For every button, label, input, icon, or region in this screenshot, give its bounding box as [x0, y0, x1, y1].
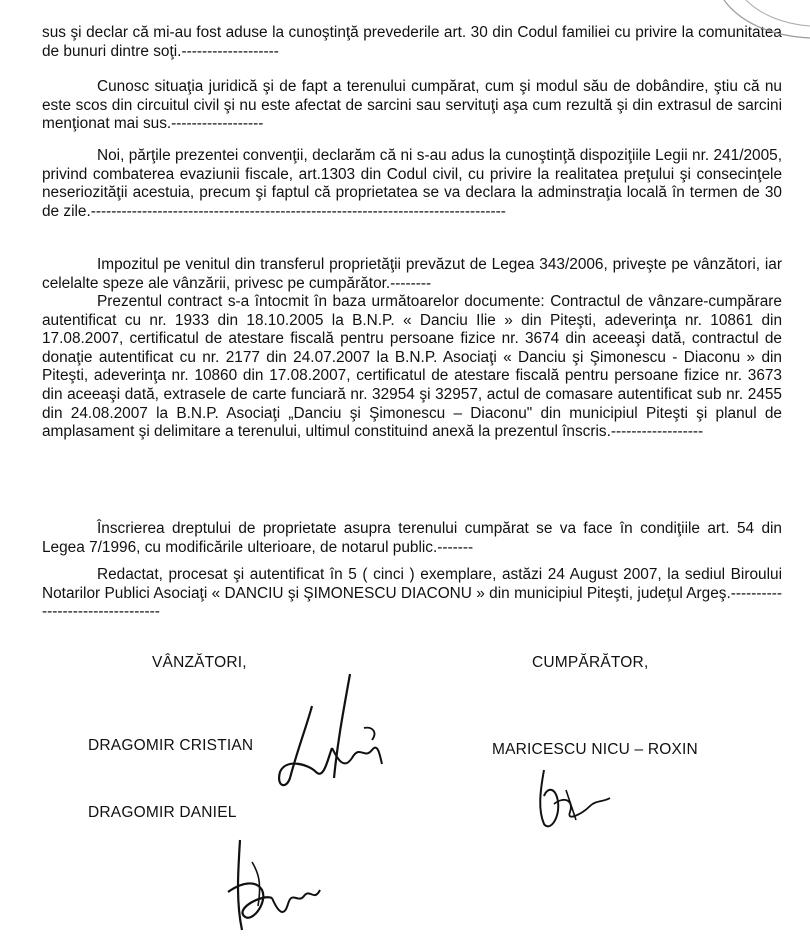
signature-seller-2: [222, 832, 332, 942]
paragraph-documents: Prezentul contract s-a întocmit în baza următoarelor documente: Contractul de vânzare-cumpărare autentificat cu nr. 1933 din 18.10.2005 la B.N.P. « Danciu Ilie » din Piteşti, adeverinţa nr. 10861 din 17.08.2007, certificatul de atestare fiscală pentru persoane fizice nr. 3674 din aceeaşi dată, contractul de donaţie autentificat cu nr. 2177 din 24.07.2007 la B.N.P. Asociaţi « Danciu şi Şimonescu - Diaconu » din Piteşti, adeverinţa nr. 10860 din 17.08.2007, certificatul de atestare fiscală pentru persoane fizice nr. 3673 din aceeaşi dată, extrasele de carte funciară nr. 32954 şi 32957, actul de comasare autentificat sub nr. 2455 din 24.08.2007 la B.N.P. Asociaţi „Danciu şi Şimonescu – Diaconu" din municipiul Piteşti şi planul de amplasament şi delimitare a terenului, ultimul constituind anexă la prezentul înscris.------------------: [42, 293, 782, 441]
paragraph-legal-notices: Noi, părţile prezentei convenţii, declarăm că ni s-au adus la cunoştinţă dispoziţiile Legii nr. 241/2005, privind combaterea evaziunii fiscale, art.1303 din Codul civil, cu privire la realitatea preţului şi consecinţele neseriozităţii acestuia, precum şi faptul că proprietatea se va declara la adminstraţia locală în termen de 30 de zile.---------------------------------------------------------------------------------: [42, 147, 782, 220]
stamp-fragment: [720, 0, 810, 44]
seller-name-2: DRAGOMIR DANIEL: [88, 804, 237, 821]
signature-buyer-1: [530, 762, 620, 832]
paragraph-registration: Înscrierea dreptului de proprietate asupra terenului cumpărat se va face în condiţiile art. 54 din Legea 7/1996, cu modificările ulterioare, de notarul public.-------: [42, 520, 782, 556]
sellers-heading: VÂNZĂTORI,: [152, 654, 247, 671]
paragraph-land-situation: Cunosc situaţia juridică şi de fapt a terenului cumpărat, cum şi modul său de dobândire, ştiu că nu este scos din circuitul civil şi nu este afectat de sarcini sau servituţi aşa cum rezultă şi din extrasul de sarcini menţionat mai sus.------------------: [42, 78, 782, 133]
paragraph-tax: Impozitul pe venitul din transferul proprietăţii prevăzut de Legea 343/2006, priveşte pe vânzători, iar celelalte speze ale vânzării, privesc pe cumpărător.--------: [42, 256, 782, 292]
buyer-heading: CUMPĂRĂTOR,: [532, 654, 649, 671]
signature-seller-1: [268, 668, 388, 798]
seller-name-1: DRAGOMIR CRISTIAN: [88, 737, 254, 754]
paragraph-family-code: sus şi declar că mi-au fost aduse la cunoştinţă prevederile art. 30 din Codul familiei cu privire la comunitatea de bunuri dintre soţi.-------------------: [42, 24, 782, 60]
buyer-name-1: MARICESCU NICU – ROXIN: [492, 741, 698, 758]
paragraph-authentication: Redactat, procesat şi autentificat în 5 ( cinci ) exemplare, astăzi 24 August 2007, la sediul Biroului Notarilor Publici Asociaţi « DANCIU şi ŞIMONESCU DIACONU » din municipiul Piteşti, judeţul Argeş.---------------------------------: [42, 566, 782, 621]
